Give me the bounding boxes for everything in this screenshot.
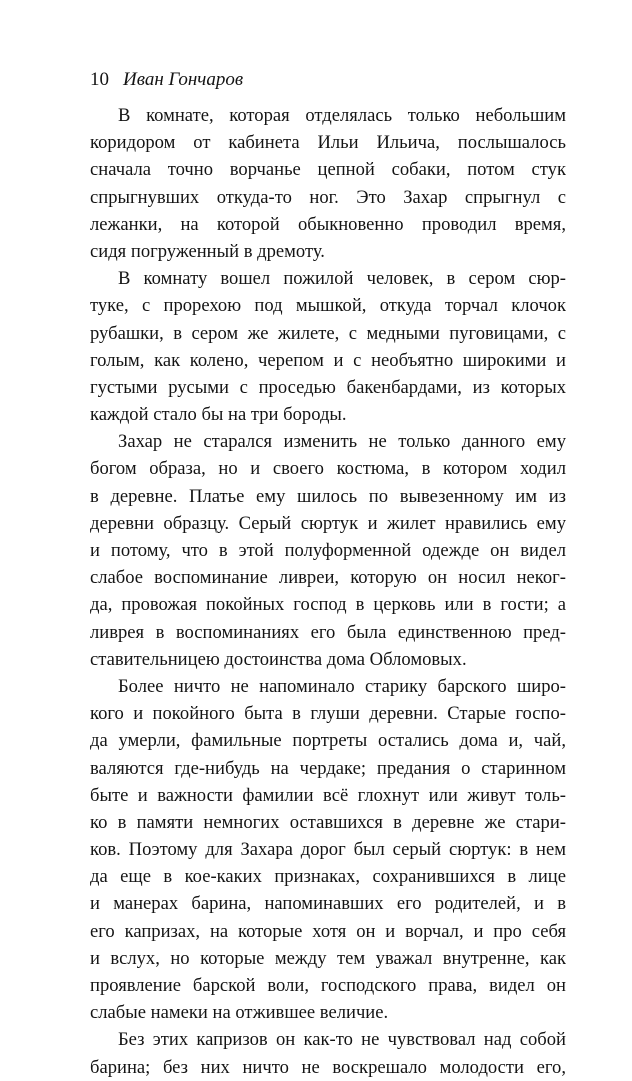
running-head xyxy=(90,66,566,94)
paragraph xyxy=(90,428,566,673)
paragraph xyxy=(90,1026,566,1080)
text-line: деревни образцу. Серый сюртук и жилет нравились ему xyxy=(90,512,566,534)
book-page xyxy=(90,66,566,1081)
text-line: и вслух, но которые между тем уважал внутренне, как xyxy=(90,947,566,969)
paragraph xyxy=(90,265,566,428)
text-line: барина; без них ничто не воскрешало молодости его, xyxy=(90,1056,566,1078)
paragraph xyxy=(90,102,566,265)
text-line: да, провожая покойных господ в церковь или в гости; а xyxy=(90,594,566,616)
text-line: Захар не старался изменить не только данного ему xyxy=(118,431,566,453)
text-line: в деревне. Платье ему шилось по вывезенному им из xyxy=(90,485,566,507)
text-line: В комнате, которая отделялась только небольшим xyxy=(118,105,566,126)
text-line: Без этих капризов он как-то не чувствовал над собой xyxy=(118,1029,566,1051)
text-line: богом образа, но и своего костюма, в котором ходил xyxy=(90,458,566,480)
text-line: слабое воспоминание ливреи, которую он носил неког- xyxy=(90,567,566,589)
running-head-author: Иван Гончаров xyxy=(123,69,244,90)
text-line: и потому, что в этой полуформенной одежде он видел xyxy=(90,540,566,561)
text-line: сначала точно ворчанье цепной собаки, потом стук xyxy=(90,159,566,181)
text-line: да умерли, фамильные портреты остались дома и, чай, xyxy=(90,730,566,752)
text-line: проявление барской воли, господского права, видел он xyxy=(90,975,566,996)
text-line: туке, с прорехою под мышкой, откуда торчал клочок xyxy=(90,295,566,317)
text-line: ставительницею достоинства дома Обломовых. xyxy=(90,648,467,670)
text-line: ливрея в воспоминаниях его была единственною пред- xyxy=(90,621,566,643)
text-line: сидя погруженный в дремоту. xyxy=(90,240,325,262)
text-line: быте и важности фамилии всё глохнут или живут толь- xyxy=(90,784,566,806)
text-line: густыми русыми с проседью бакенбардами, из которых xyxy=(90,376,566,398)
text-line: рубашки, в сером же жилете, с медными пуговицами, с xyxy=(90,322,566,344)
text-line: и манерах барина, напоминавших его родителей, и в xyxy=(90,893,566,915)
paragraph xyxy=(90,673,566,1026)
text-line: валяются где-нибудь на чердаке; предания о старинном xyxy=(90,757,566,779)
text-line: кого и покойного быта в глуши деревни. Старые госпо- xyxy=(90,703,566,725)
text-line: лежанки, на которой обыкновенно проводил время, xyxy=(90,213,566,235)
text-line: ко в памяти немногих оставшихся в деревне же стари- xyxy=(90,811,566,833)
text-line: коридором от кабинета Ильи Ильича, послышалось xyxy=(90,132,566,154)
text-line: каждой стало бы на три бороды. xyxy=(90,404,347,426)
page-number: 10 xyxy=(90,69,109,90)
text-line: голым, как колено, черепом и с необъятно широкими и xyxy=(90,349,566,371)
text-line: Более ничто не напоминало старику барского широ- xyxy=(118,675,566,697)
text-line: его капризах, на которые хотя он и ворчал, и про себя xyxy=(90,920,566,942)
text-line: да еще в кое-каких признаках, сохранившихся в лице xyxy=(90,866,566,888)
text-line: слабые намеки на отжившее величие. xyxy=(90,1002,389,1024)
text-line: ков. Поэтому для Захара дорог был серый сюртук: в нем xyxy=(90,839,566,861)
text-line: спрыгнувших откуда-то ног. Это Захар спрыгнул с xyxy=(90,186,566,208)
text-line: В комнату вошел пожилой человек, в сером сюр- xyxy=(118,268,566,290)
body-text xyxy=(90,102,566,1081)
